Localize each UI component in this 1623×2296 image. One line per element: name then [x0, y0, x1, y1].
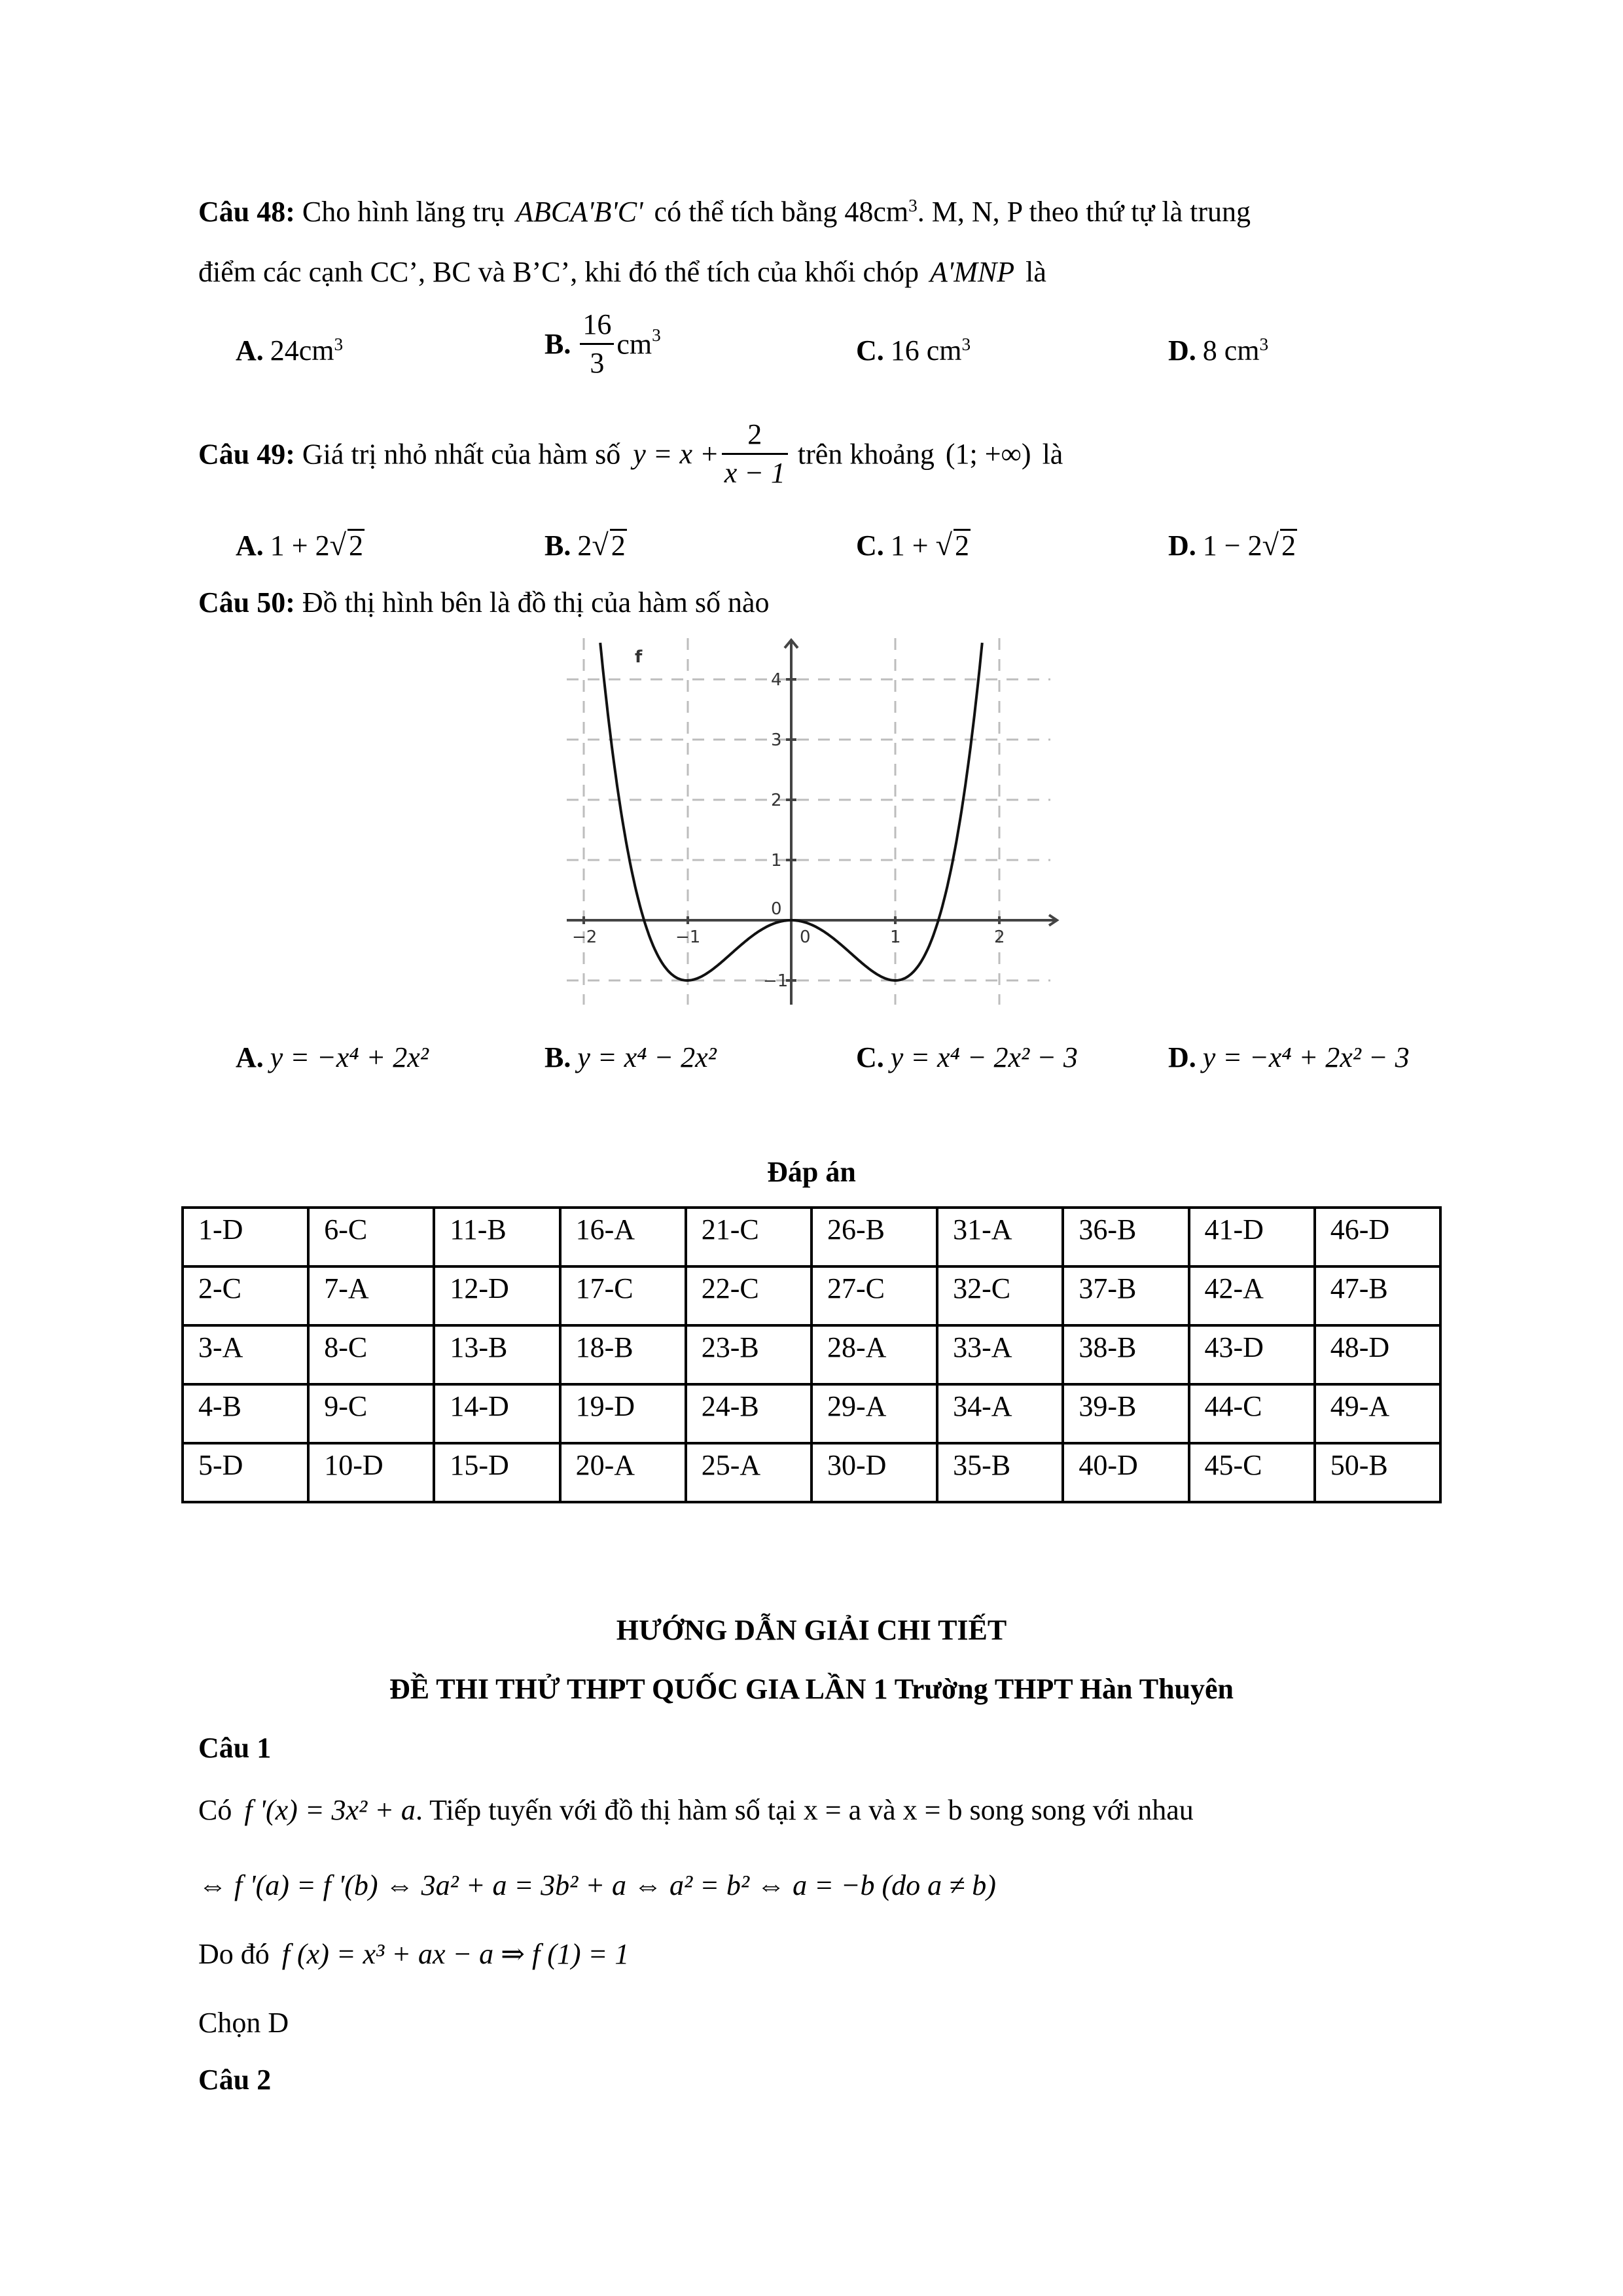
sqrt-icon: √ — [1262, 528, 1279, 562]
option-label: B. — [544, 529, 571, 562]
q49-option-a[interactable] — [236, 528, 365, 562]
answer-cell: 14-D — [434, 1384, 560, 1443]
q49-interval: (1; +∞) — [945, 438, 1031, 471]
answer-cell: 31-A — [937, 1208, 1063, 1266]
answer-cell: 19-D — [560, 1384, 686, 1443]
q48-prism: ABCA'B'C' — [516, 196, 643, 228]
q48-label: Câu 48: — [198, 196, 295, 228]
answer-cell: 48-D — [1315, 1325, 1440, 1384]
answer-cell: 27-C — [812, 1266, 937, 1325]
answer-cell: 29-A — [812, 1384, 937, 1443]
q49-line — [198, 419, 1063, 490]
option-label: D. — [1168, 529, 1196, 562]
q48-line1 — [198, 195, 1251, 228]
table-row — [183, 1443, 1440, 1502]
q50-option-d[interactable] — [1168, 1041, 1410, 1074]
sqrt-icon: √ — [592, 528, 609, 562]
answer-cell: 9-C — [308, 1384, 434, 1443]
option-text: y = −x⁴ + 2x² − 3 — [1202, 1041, 1410, 1073]
q1-label: Câu 1 — [198, 1732, 272, 1764]
answer-cell: 35-B — [937, 1443, 1063, 1502]
q1-line2: ⇔ f '(a) = f '(b) ⇔ 3a² + a = 3b² + a ⇔ a² = b² ⇔ a = −b (do a ≠ b) — [198, 1869, 996, 1901]
x-tick-label: −1 — [675, 927, 701, 947]
option-text: 24cm — [270, 334, 334, 367]
option-sup: 3 — [961, 334, 971, 354]
q48-line2 — [198, 255, 1046, 289]
q49-option-b[interactable] — [544, 528, 627, 562]
y-tick-label: 4 — [771, 670, 782, 690]
option-label: A. — [236, 1041, 264, 1073]
solutions-heading: HƯỚNG DẪN GIẢI CHI TIẾT — [616, 1614, 1007, 1646]
y-tick-label: 2 — [771, 791, 782, 810]
q49-option-d[interactable] — [1168, 528, 1297, 562]
y-tick-label: 1 — [771, 851, 782, 870]
answer-cell: 40-D — [1063, 1443, 1188, 1502]
option-text: 1 − 2 — [1202, 529, 1262, 562]
option-label: C. — [856, 334, 884, 367]
q49-text-b: trên khoảng — [797, 438, 935, 471]
table-row — [183, 1266, 1440, 1325]
q48-sup: 3 — [908, 196, 918, 215]
option-text: y = −x⁴ + 2x² — [270, 1041, 429, 1073]
answer-cell: 22-C — [686, 1266, 812, 1325]
answer-cell: 26-B — [812, 1208, 937, 1266]
q50-option-b[interactable] — [544, 1041, 717, 1074]
sqrt-icon: √ — [935, 528, 952, 562]
option-sup: 3 — [652, 325, 661, 345]
option-sup: 3 — [334, 334, 344, 354]
function-graph — [563, 635, 1060, 1011]
y-tick-label: 3 — [771, 730, 782, 750]
answer-cell: 1-D — [183, 1208, 308, 1266]
q49-text-c: là — [1042, 438, 1063, 471]
tick-labels — [572, 647, 1005, 991]
answer-cell: 3-A — [183, 1325, 308, 1384]
q49-option-c[interactable] — [856, 528, 971, 562]
table-row — [183, 1325, 1440, 1384]
option-text: 1 + — [890, 529, 936, 562]
q49-fraction — [722, 419, 788, 490]
x-tick-label: 0 — [800, 927, 811, 947]
option-label: A. — [236, 334, 264, 367]
answer-cell: 30-D — [812, 1443, 937, 1502]
option-label: D. — [1168, 334, 1196, 367]
answer-cell: 20-A — [560, 1443, 686, 1502]
fraction — [580, 309, 614, 380]
option-text: cm — [616, 328, 652, 361]
answer-cell: 11-B — [434, 1208, 560, 1266]
answer-cell: 37-B — [1063, 1266, 1188, 1325]
radicand: 2 — [611, 529, 626, 562]
radicand: 2 — [348, 529, 363, 562]
x-tick-label: 2 — [994, 927, 1005, 947]
q48-option-c[interactable] — [856, 334, 971, 367]
solutions-subheading: ĐỀ THI THỬ THPT QUỐC GIA LẦN 1 Trường THPT Hàn Thuyên — [389, 1673, 1234, 1705]
q48-option-b[interactable] — [544, 309, 661, 380]
option-text: 1 + 2 — [270, 529, 330, 562]
y-tick-label: −1 — [763, 971, 789, 991]
answer-cell: 36-B — [1063, 1208, 1188, 1266]
q50-label: Câu 50: — [198, 586, 295, 619]
answer-cell: 23-B — [686, 1325, 812, 1384]
answer-cell: 49-A — [1315, 1384, 1440, 1443]
answer-cell: 32-C — [937, 1266, 1063, 1325]
option-label: A. — [236, 529, 264, 562]
answer-cell: 42-A — [1189, 1266, 1315, 1325]
answer-cell: 41-D — [1189, 1208, 1315, 1266]
option-text: 16 cm — [890, 334, 962, 367]
fraction-denominator: x − 1 — [724, 457, 785, 490]
answer-cell: 45-C — [1189, 1443, 1315, 1502]
answer-cell: 17-C — [560, 1266, 686, 1325]
answer-cell: 25-A — [686, 1443, 812, 1502]
q2-label: Câu 2 — [198, 2064, 272, 2096]
x-tick-label: −2 — [572, 927, 597, 947]
text: Do đó — [198, 1938, 270, 1970]
answer-cell: 39-B — [1063, 1384, 1188, 1443]
answer-cell: 4-B — [183, 1384, 308, 1443]
answer-cell: 50-B — [1315, 1443, 1440, 1502]
answer-key-table — [181, 1206, 1442, 1503]
answer-cell: 12-D — [434, 1266, 560, 1325]
q48-option-a[interactable] — [236, 334, 343, 367]
q1-line1 — [198, 1793, 1194, 1827]
text: Có — [198, 1794, 232, 1826]
q48-text-c: . M, N, P theo thứ tự là trung — [917, 196, 1251, 228]
function-label: f — [635, 647, 643, 667]
answer-cell: 13-B — [434, 1325, 560, 1384]
fraction-denominator: 3 — [590, 347, 605, 380]
fraction-numerator: 2 — [722, 419, 788, 455]
option-label: C. — [856, 1041, 884, 1073]
answer-cell: 18-B — [560, 1325, 686, 1384]
y-tick-label: 0 — [771, 899, 782, 919]
q49-text-a: Giá trị nhỏ nhất của hàm số — [302, 438, 621, 471]
answer-cell: 10-D — [308, 1443, 434, 1502]
answer-key-title: Đáp án — [767, 1156, 856, 1188]
answer-cell: 44-C — [1189, 1384, 1315, 1443]
math-expression: f (x) = x³ + ax − a ⇒ f (1) = 1 — [281, 1938, 630, 1970]
option-text: 2 — [577, 529, 592, 562]
answer-cell: 24-B — [686, 1384, 812, 1443]
option-label: C. — [856, 529, 884, 562]
text: . Tiếp tuyến với đồ thị hàm số tại x = a và x = b song song với nhau — [415, 1794, 1194, 1826]
option-text: y = x⁴ − 2x² — [577, 1041, 717, 1073]
axes — [567, 640, 1057, 1005]
option-sup: 3 — [1259, 334, 1269, 354]
option-text: y = x⁴ − 2x² − 3 — [890, 1041, 1078, 1073]
option-label: D. — [1168, 1041, 1196, 1073]
q50-option-a[interactable] — [236, 1041, 429, 1074]
answer-cell: 15-D — [434, 1443, 560, 1502]
x-tick-label: 1 — [890, 927, 901, 947]
answer-cell: 21-C — [686, 1208, 812, 1266]
table-row — [183, 1384, 1440, 1443]
q50-text: Đồ thị hình bên là đồ thị của hàm số nào — [302, 586, 770, 619]
answer-cell: 46-D — [1315, 1208, 1440, 1266]
answer-cell: 34-A — [937, 1384, 1063, 1443]
sqrt-icon: √ — [329, 528, 346, 562]
option-label: B. — [544, 1041, 571, 1073]
answer-cell: 47-B — [1315, 1266, 1440, 1325]
q48-text-b: có thể tích bằng 48cm — [654, 196, 909, 228]
answer-cell: 5-D — [183, 1443, 308, 1502]
radicand: 2 — [954, 529, 969, 562]
answer-cell: 43-D — [1189, 1325, 1315, 1384]
q50-option-c[interactable] — [856, 1041, 1078, 1074]
answer-cell: 28-A — [812, 1325, 937, 1384]
radicand: 2 — [1281, 529, 1296, 562]
answer-cell: 8-C — [308, 1325, 434, 1384]
q48-text-e: là — [1026, 256, 1046, 288]
q48-option-d[interactable] — [1168, 334, 1268, 367]
answer-cell: 6-C — [308, 1208, 434, 1266]
answer-cell: 33-A — [937, 1325, 1063, 1384]
option-text: 8 cm — [1202, 334, 1260, 367]
q48-text-d: điểm các cạnh CC’, BC và B’C’, khi đó thể tích của khối chóp — [198, 256, 919, 288]
table-row — [183, 1208, 1440, 1266]
math-expression: f '(x) = 3x² + a — [244, 1794, 416, 1826]
option-label: B. — [544, 328, 571, 361]
q48-text-a: Cho hình lăng trụ — [302, 196, 505, 228]
answer-cell: 7-A — [308, 1266, 434, 1325]
q49-func-lhs: y = x + — [633, 438, 719, 471]
q1-line3 — [198, 1937, 629, 1971]
q49-label: Câu 49: — [198, 438, 295, 471]
answer-cell: 38-B — [1063, 1325, 1188, 1384]
q1-choice: Chọn D — [198, 2007, 289, 2039]
q48-pyramid: A'MNP — [929, 256, 1015, 288]
answer-cell: 2-C — [183, 1266, 308, 1325]
fraction-numerator: 16 — [580, 309, 614, 345]
answer-cell: 16-A — [560, 1208, 686, 1266]
q50-line — [198, 586, 770, 619]
